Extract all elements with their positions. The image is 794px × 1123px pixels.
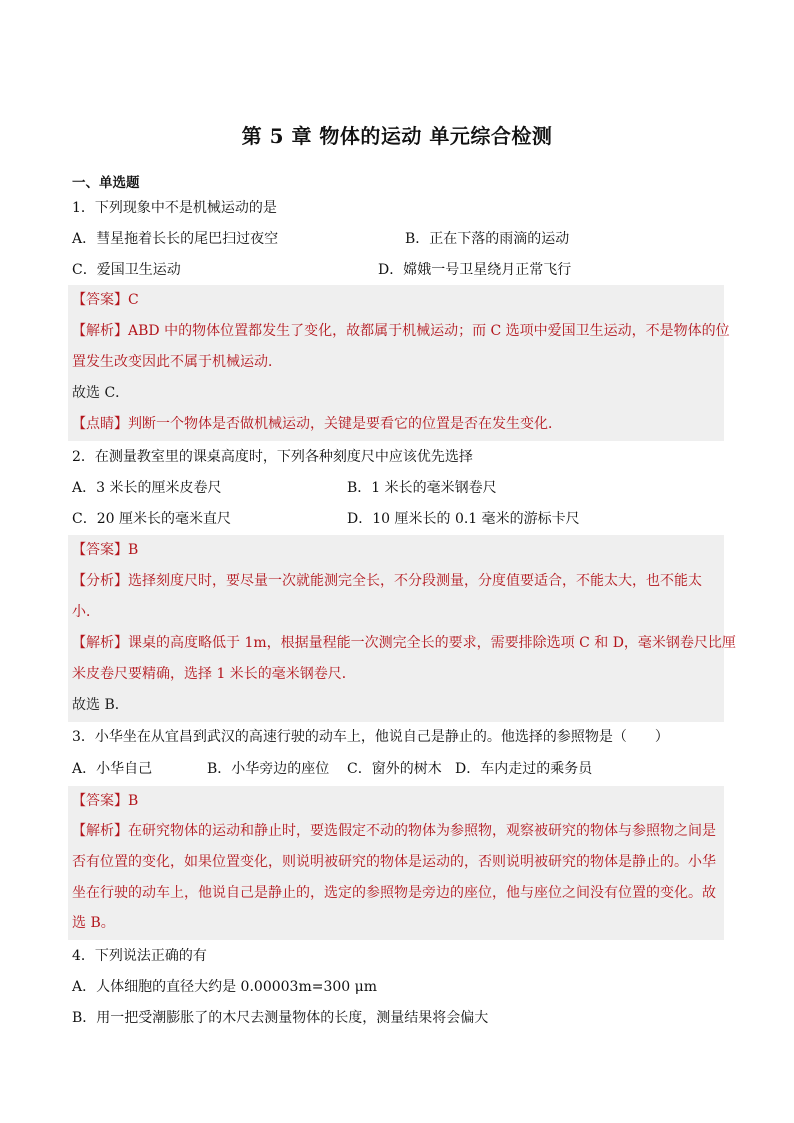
analysis-line-3: 故选 B．	[72, 697, 129, 713]
analysis-text: ABD 中的物体位置都发生了变化，故都属于机械运动；而 C 选项中爱国卫生运动，不是物体的位	[128, 323, 730, 339]
question-2-stem: 2．在测量教室里的课桌高度时，下列各种刻度尺中应该优先选择	[72, 449, 473, 465]
question-1-option-b: B．正在下落的雨滴的运动	[405, 231, 570, 247]
question-2-option-d: D．10 厘米长的 0.1 毫米的游标卡尺	[347, 511, 580, 527]
answer-line	[72, 290, 139, 310]
answer-line	[72, 791, 138, 811]
analysis-tag: 【解析】	[72, 823, 128, 839]
analysis-tag: 【解析】	[72, 323, 128, 339]
fenxi-text: 选择刻度尺时，要尽量一次就能测完全长，不分段测量，分度值要适合，不能太大，也不能太	[128, 573, 702, 589]
question-3-option-d: D．车内走过的乘务员	[455, 761, 593, 777]
answer-line	[72, 540, 138, 560]
tip-line	[72, 414, 562, 434]
question-3-option-c: C．窗外的树木	[347, 761, 442, 777]
fenxi-tag: 【分析】	[72, 573, 128, 589]
fenxi-line-1	[72, 571, 702, 591]
question-3-option-a: A．小华自己	[72, 761, 153, 777]
question-3-option-b: B．小华旁边的座位	[207, 761, 330, 777]
question-4-option-a: A．人体细胞的直径大约是 0.00003m=300 μm	[72, 979, 378, 995]
question-1-answer-box	[68, 285, 730, 441]
analysis-text: 课桌的高度略低于 1m，根据量程能一次测完全长的要求，需要排除选项 C 和 D，毫米钢卷尺比厘	[128, 635, 736, 651]
tip-text: 判断一个物体是否做机械运动，关键是要看它的位置是否在发生变化．	[128, 416, 562, 432]
analysis-line-3: 故选 C．	[72, 385, 130, 401]
question-3-answer-box	[68, 786, 724, 940]
answer-tag: 【答案】	[72, 793, 128, 809]
question-1-stem: 1．下列现象中不是机械运动的是	[72, 200, 277, 216]
question-2-option-a: A．3 米长的厘米皮卷尺	[72, 480, 222, 496]
fenxi-line-2: 小．	[72, 604, 100, 620]
page-title: 第 5 章 物体的运动 单元综合检测	[241, 124, 553, 148]
analysis-text: 在研究物体的运动和静止时，要选假定不动的物体为参照物，观察被研究的物体与参照物之间是	[128, 823, 716, 839]
tip-tag: 【点睛】	[72, 416, 128, 432]
analysis-line-2: 置发生改变因此不属于机械运动．	[72, 354, 282, 370]
question-2-option-c: C．20 厘米长的毫米直尺	[72, 511, 231, 527]
question-1-option-d: D．嫦娥一号卫星绕月正常飞行	[378, 262, 572, 278]
analysis-line-2: 否有位置的变化，如果位置变化，则说明被研究的物体是运动的，否则说明被研究的物体是静止的。小华	[72, 854, 716, 870]
answer-tag: 【答案】	[72, 542, 128, 558]
question-3-stem: 3．小华坐在从宜昌到武汉的高速行驶的动车上，他说自己是静止的。他选择的参照物是（ ）	[72, 729, 669, 745]
analysis-tag: 【解析】	[72, 635, 128, 651]
answer-tag: 【答案】	[72, 292, 128, 308]
section-heading: 一、单选题	[72, 175, 140, 191]
answer-value: B	[128, 542, 139, 558]
analysis-line-2: 米皮卷尺要精确，选择 1 米长的毫米钢卷尺．	[72, 666, 356, 682]
question-4-stem: 4．下列说法正确的有	[72, 948, 207, 964]
analysis-line-1	[72, 321, 730, 341]
question-2-answer-box	[68, 535, 736, 722]
question-2-option-b: B．1 米长的毫米钢卷尺	[347, 480, 497, 496]
analysis-line-1	[72, 821, 716, 841]
question-1-option-c: C．爱国卫生运动	[72, 262, 181, 278]
analysis-line-3: 坐在行驶的动车上，他说自己是静止的，选定的参照物是旁边的座位，他与座位之间没有位置的变化。故	[72, 885, 716, 901]
analysis-line-1	[72, 633, 736, 653]
answer-value: C	[128, 292, 139, 308]
answer-value: B	[128, 793, 139, 809]
question-1-option-a: A．彗星拖着长长的尾巴扫过夜空	[72, 231, 279, 247]
question-4-option-b: B．用一把受潮膨胀了的木尺去测量物体的长度，测量结果将会偏大	[72, 1010, 489, 1026]
analysis-line-4: 选 B。	[72, 915, 115, 931]
